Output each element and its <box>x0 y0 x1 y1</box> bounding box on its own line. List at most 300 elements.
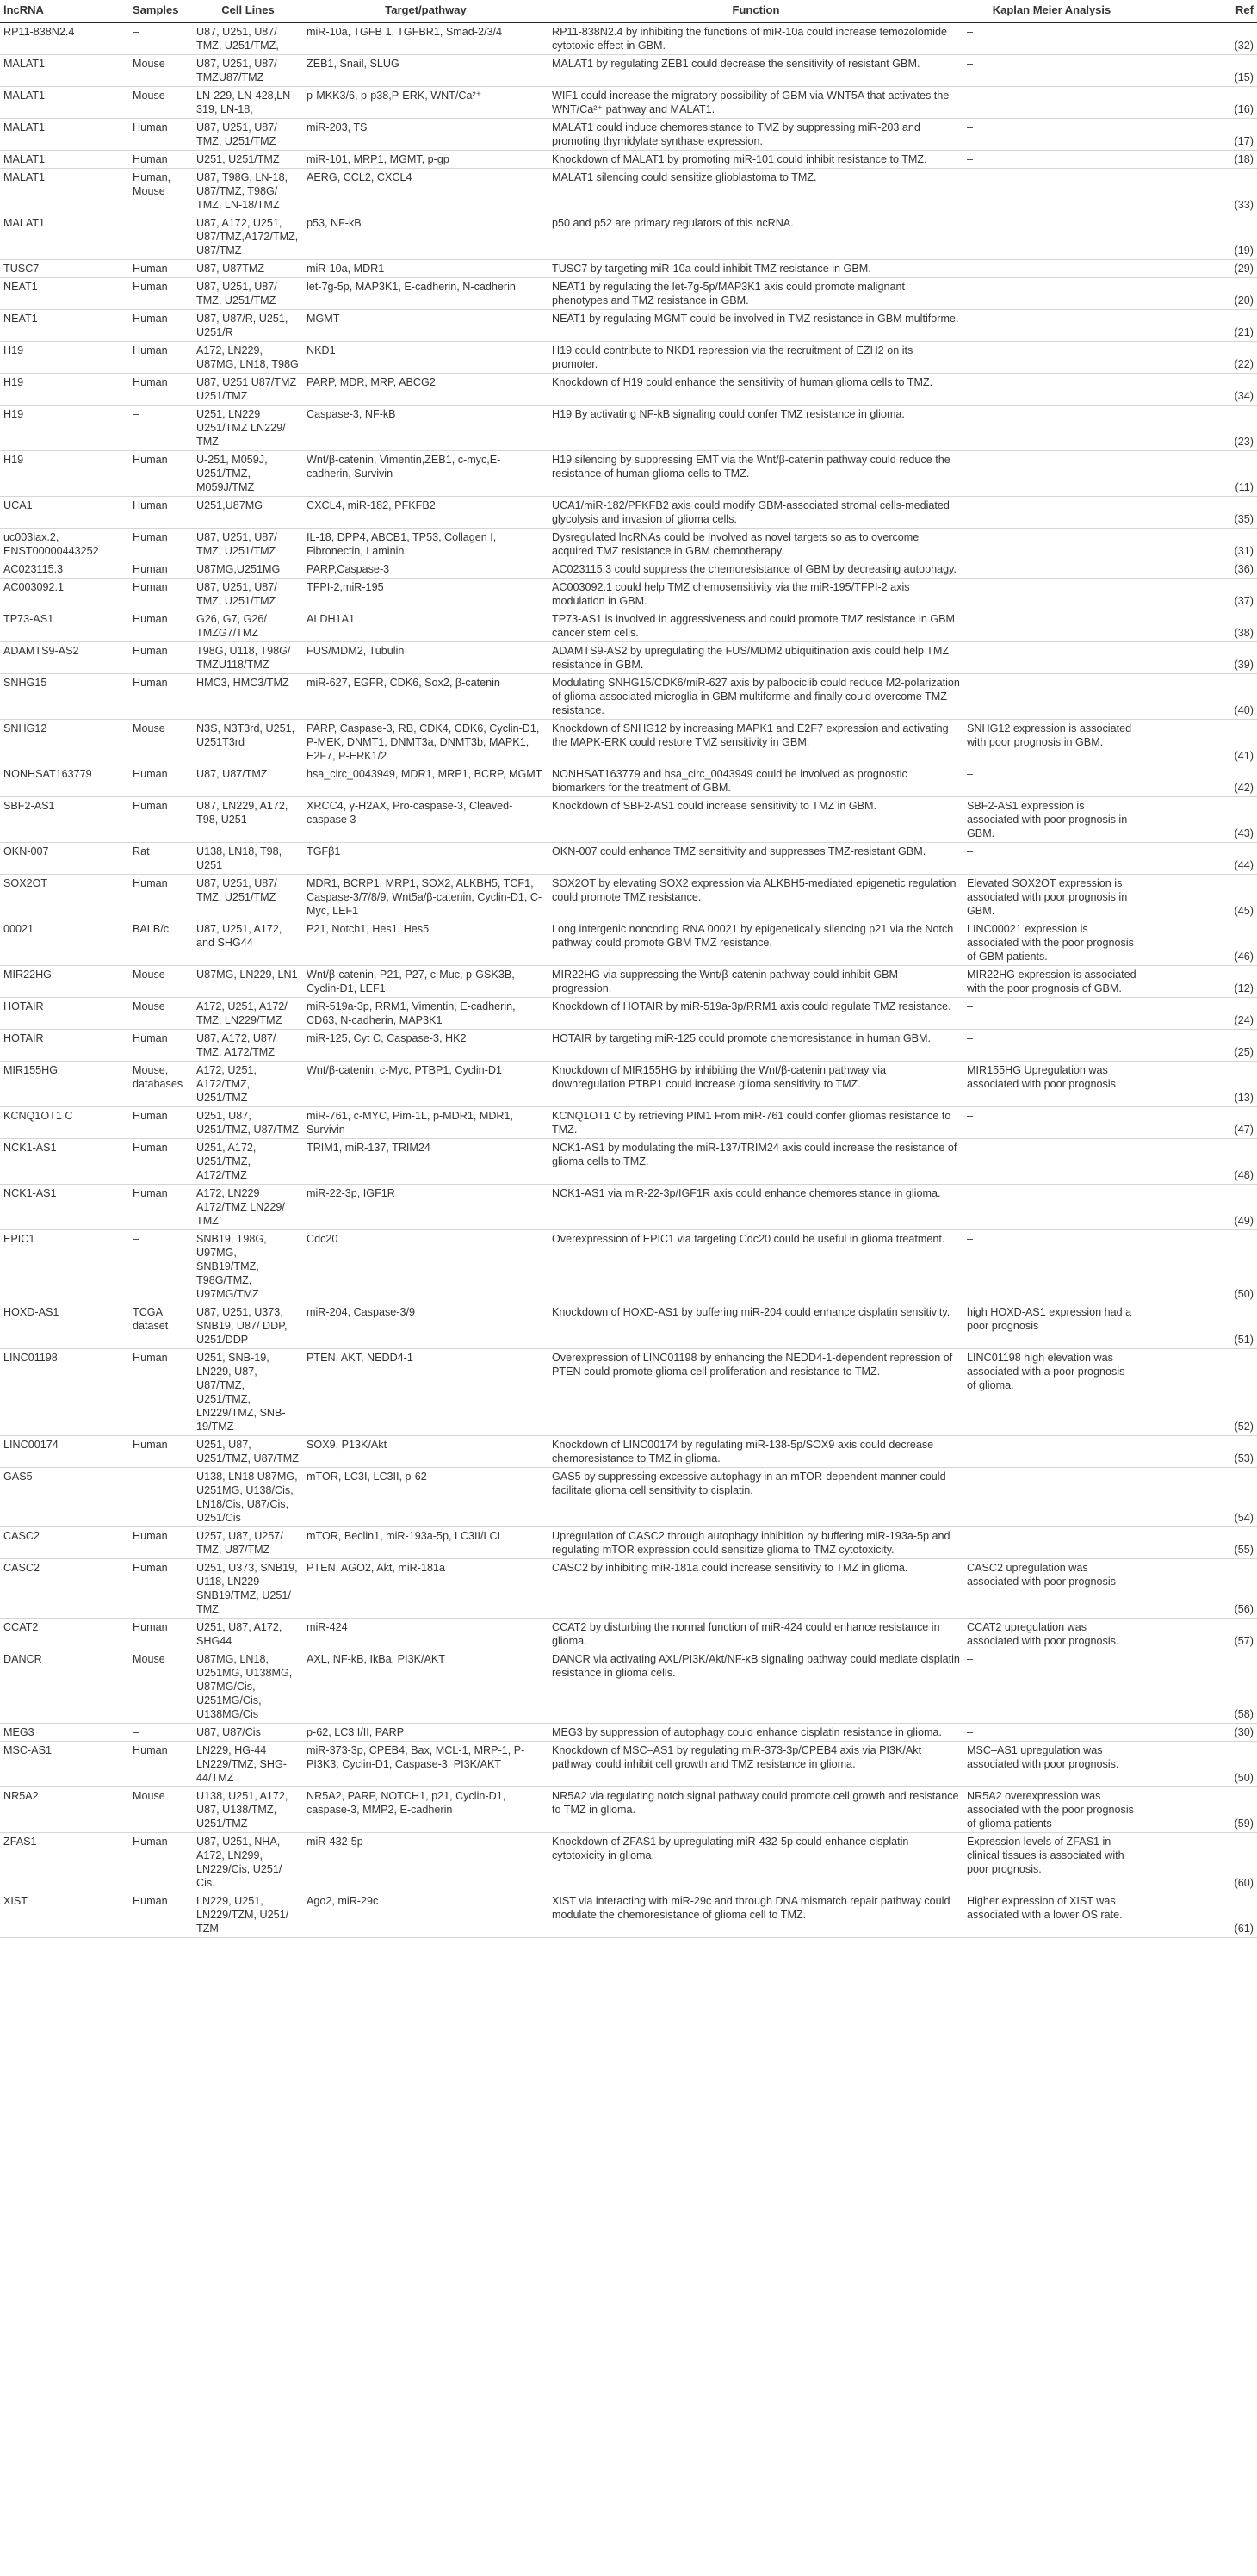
cell-ref: (13) <box>1140 1062 1257 1107</box>
cell-function: NONHSAT163779 and hsa_circ_0043949 could be involved as prognostic biomarkers for the treatment of GBM. <box>548 765 963 797</box>
cell-samples: – <box>129 23 193 55</box>
cell-km <box>963 1468 1140 1527</box>
table-row <box>0 1230 1257 1303</box>
cell-target: PTEN, AGO2, Akt, miR-181a <box>303 1559 548 1619</box>
cell-target: hsa_circ_0043949, MDR1, MRP1, BCRP, MGMT <box>303 765 548 797</box>
cell-km <box>963 529 1140 560</box>
cell-lines: A172, U251, A172/TMZ, U251/TMZ <box>193 1062 303 1107</box>
cell-km <box>963 1185 1140 1230</box>
cell-lncrna: MIR22HG <box>0 966 129 998</box>
cell-lines: U87, U87TMZ <box>193 260 303 278</box>
cell-ref: (44) <box>1140 843 1257 875</box>
cell-km: – <box>963 1230 1140 1303</box>
cell-samples: Mouse, databases <box>129 1062 193 1107</box>
cell-function: CASC2 by inhibiting miR-181a could increase sensitivity to TMZ in glioma. <box>548 1559 963 1619</box>
cell-samples: Human <box>129 1833 193 1892</box>
cell-lines: SNB19, T98G, U97MG, SNB19/TMZ, T98G/TMZ, U97MG/TMZ <box>193 1230 303 1303</box>
cell-samples: Rat <box>129 843 193 875</box>
cell-samples: Mouse <box>129 720 193 765</box>
cell-ref: (48) <box>1140 1139 1257 1185</box>
table-row <box>0 342 1257 374</box>
cell-lines: U87, U251, U87/ TMZ, U251/TMZ <box>193 119 303 151</box>
cell-km: NR5A2 overexpression was associated with the poor prognosis of glioma patients <box>963 1787 1140 1833</box>
cell-samples: Human <box>129 610 193 642</box>
cell-lncrna: ADAMTS9-AS2 <box>0 642 129 674</box>
cell-target: MDR1, BCRP1, MRP1, SOX2, ALKBH5, TCF1, Caspase-3/7/8/9, Wnt5a/β-catenin, Cyclin-D1, C-Myc, LEF1 <box>303 875 548 920</box>
cell-ref: (50) <box>1140 1742 1257 1787</box>
cell-lines: U87, U251, A172, and SHG44 <box>193 920 303 966</box>
cell-function: Knockdown of MALAT1 by promoting miR-101 could inhibit resistance to TMZ. <box>548 151 963 169</box>
cell-samples: Mouse <box>129 998 193 1030</box>
cell-km: CASC2 upregulation was associated with poor prognosis <box>963 1559 1140 1619</box>
cell-km: MIR155HG Upregulation was associated with poor prognosis <box>963 1062 1140 1107</box>
table-row <box>0 642 1257 674</box>
table-row <box>0 1139 1257 1185</box>
cell-target: P21, Notch1, Hes1, Hes5 <box>303 920 548 966</box>
cell-lines: U138, U251, A172, U87, U138/TMZ, U251/TMZ <box>193 1787 303 1833</box>
cell-target: TGFβ1 <box>303 843 548 875</box>
cell-function: H19 By activating NF-kB signaling could confer TMZ resistance in glioma. <box>548 406 963 451</box>
cell-km: – <box>963 151 1140 169</box>
cell-target: miR-204, Caspase-3/9 <box>303 1303 548 1349</box>
cell-ref: (12) <box>1140 966 1257 998</box>
cell-target: XRCC4, γ-H2AX, Pro-caspase-3, Cleaved-caspase 3 <box>303 797 548 843</box>
cell-km: – <box>963 55 1140 87</box>
cell-ref: (58) <box>1140 1650 1257 1724</box>
cell-samples: Human <box>129 642 193 674</box>
cell-target: SOX9, P13K/Akt <box>303 1436 548 1468</box>
table-row <box>0 579 1257 610</box>
cell-function: Long intergenic noncoding RNA 00021 by epigenetically silencing p21 via the Notch pathway could promote GBM TMZ resistance. <box>548 920 963 966</box>
cell-lncrna: MSC-AS1 <box>0 1742 129 1787</box>
cell-lines: U87, T98G, LN-18, U87/TMZ, T98G/ TMZ, LN-18/TMZ <box>193 169 303 214</box>
cell-target: FUS/MDM2, Tubulin <box>303 642 548 674</box>
cell-samples: Human <box>129 278 193 310</box>
cell-lines: N3S, N3T3rd, U251, U251T3rd <box>193 720 303 765</box>
cell-samples: Human <box>129 579 193 610</box>
cell-ref: (24) <box>1140 998 1257 1030</box>
cell-lncrna: TUSC7 <box>0 260 129 278</box>
cell-samples: Human <box>129 875 193 920</box>
cell-ref: (50) <box>1140 1230 1257 1303</box>
table-row <box>0 1468 1257 1527</box>
table-row <box>0 1787 1257 1833</box>
cell-target: let-7g-5p, MAP3K1, E-cadherin, N-cadherin <box>303 278 548 310</box>
cell-lncrna: MEG3 <box>0 1724 129 1742</box>
cell-lncrna: MALAT1 <box>0 87 129 119</box>
cell-samples: Human <box>129 374 193 406</box>
cell-target: Cdc20 <box>303 1230 548 1303</box>
table-row <box>0 260 1257 278</box>
table-row <box>0 278 1257 310</box>
cell-ref: (33) <box>1140 169 1257 214</box>
cell-samples: Human <box>129 674 193 720</box>
cell-lines: U87, U87/R, U251, U251/R <box>193 310 303 342</box>
cell-target: CXCL4, miR-182, PFKFB2 <box>303 497 548 529</box>
cell-ref: (39) <box>1140 642 1257 674</box>
cell-lncrna: MIR155HG <box>0 1062 129 1107</box>
cell-ref: (35) <box>1140 497 1257 529</box>
cell-lncrna: MALAT1 <box>0 151 129 169</box>
cell-function: Knockdown of HOXD-AS1 by buffering miR-204 could enhance cisplatin sensitivity. <box>548 1303 963 1349</box>
cell-km: – <box>963 87 1140 119</box>
cell-lncrna: H19 <box>0 406 129 451</box>
cell-km <box>963 342 1140 374</box>
cell-target: p-62, LC3 I/II, PARP <box>303 1724 548 1742</box>
cell-lncrna: SNHG12 <box>0 720 129 765</box>
cell-target: mTOR, Beclin1, miR-193a-5p, LC3II/LCI <box>303 1527 548 1559</box>
cell-function: NR5A2 via regulating notch signal pathway could promote cell growth and resistance to TMZ in glioma. <box>548 1787 963 1833</box>
table-row <box>0 1742 1257 1787</box>
cell-samples: Human, Mouse <box>129 169 193 214</box>
cell-target: p53, NF-kB <box>303 214 548 260</box>
table-row <box>0 998 1257 1030</box>
cell-lines: U87, A172, U251, U87/TMZ,A172/TMZ, U87/TMZ <box>193 214 303 260</box>
cell-lines: U251, LN229 U251/TMZ LN229/ TMZ <box>193 406 303 451</box>
cell-lncrna: ZFAS1 <box>0 1833 129 1892</box>
cell-km: LINC00021 expression is associated with the poor prognosis of GBM patients. <box>963 920 1140 966</box>
cell-lncrna: HOTAIR <box>0 1030 129 1062</box>
cell-ref: (42) <box>1140 765 1257 797</box>
cell-km <box>963 560 1140 579</box>
cell-lines: HMC3, HMC3/TMZ <box>193 674 303 720</box>
cell-ref: (55) <box>1140 1527 1257 1559</box>
cell-target: TRIM1, miR-137, TRIM24 <box>303 1139 548 1185</box>
table-row <box>0 1892 1257 1938</box>
cell-function: Knockdown of HOTAIR by miR-519a-3p/RRM1 axis could regulate TMZ resistance. <box>548 998 963 1030</box>
cell-km: MIR22HG expression is associated with the poor prognosis of GBM. <box>963 966 1140 998</box>
cell-lines: LN-229, LN-428,LN-319, LN-18, <box>193 87 303 119</box>
cell-function: UCA1/miR-182/PFKFB2 axis could modify GBM-associated stromal cells-mediated glycolysis and invasion of glioma cells. <box>548 497 963 529</box>
cell-function: AC003092.1 could help TMZ chemosensitivity via the miR-195/TFPI-2 axis modulation in GBM. <box>548 579 963 610</box>
cell-function: MALAT1 could induce chemoresistance to TMZ by suppressing miR-203 and promoting thymidylate synthase expression. <box>548 119 963 151</box>
cell-lncrna: NCK1-AS1 <box>0 1185 129 1230</box>
cell-ref: (22) <box>1140 342 1257 374</box>
cell-samples: Human <box>129 260 193 278</box>
cell-lines: U87MG, LN18, U251MG, U138MG, U87MG/Cis, U251MG/Cis, U138MG/Cis <box>193 1650 303 1724</box>
table-row <box>0 1185 1257 1230</box>
cell-ref: (37) <box>1140 579 1257 610</box>
table-row <box>0 1619 1257 1650</box>
cell-target: miR-519a-3p, RRM1, Vimentin, E-cadherin, CD63, N-cadherin, MAP3K1 <box>303 998 548 1030</box>
cell-samples: Human <box>129 119 193 151</box>
cell-function: Overexpression of LINC01198 by enhancing the NEDD4-1-dependent repression of PTEN could promote glioma cell proliferation and resistance to TMZ. <box>548 1349 963 1436</box>
cell-samples: Human <box>129 560 193 579</box>
cell-lncrna: UCA1 <box>0 497 129 529</box>
cell-function: MIR22HG via suppressing the Wnt/β-catenin pathway could inhibit GBM progression. <box>548 966 963 998</box>
cell-km: CCAT2 upregulation was associated with poor prognosis. <box>963 1619 1140 1650</box>
cell-ref: (47) <box>1140 1107 1257 1139</box>
cell-km <box>963 406 1140 451</box>
table-row <box>0 1349 1257 1436</box>
cell-lines: G26, G7, G26/ TMZG7/TMZ <box>193 610 303 642</box>
cell-function: WIF1 could increase the migratory possibility of GBM via WNT5A that activates the WNT/Ca²⁺ pathway and MALAT1. <box>548 87 963 119</box>
cell-lncrna: XIST <box>0 1892 129 1938</box>
cell-ref: (11) <box>1140 451 1257 497</box>
cell-function: MALAT1 by regulating ZEB1 could decrease the sensitivity of resistant GBM. <box>548 55 963 87</box>
cell-target: miR-627, EGFR, CDK6, Sox2, β-catenin <box>303 674 548 720</box>
cell-ref: (21) <box>1140 310 1257 342</box>
cell-function: NCK1-AS1 via miR-22-3p/IGF1R axis could enhance chemoresistance in glioma. <box>548 1185 963 1230</box>
header-row <box>0 0 1257 23</box>
cell-samples: TCGA dataset <box>129 1303 193 1349</box>
cell-ref: (60) <box>1140 1833 1257 1892</box>
cell-km: – <box>963 998 1140 1030</box>
cell-km <box>963 310 1140 342</box>
cell-function: Knockdown of MIR155HG by inhibiting the Wnt/β-catenin pathway via downregulation PTBP1 could increase glioma sensitivity to TMZ. <box>548 1062 963 1107</box>
cell-samples: Human <box>129 1030 193 1062</box>
cell-target: miR-203, TS <box>303 119 548 151</box>
table-row <box>0 797 1257 843</box>
cell-lines: U251, SNB-19, LN229, U87, U87/TMZ, U251/TMZ, LN229/TMZ, SNB-19/TMZ <box>193 1349 303 1436</box>
cell-samples: – <box>129 1724 193 1742</box>
cell-lines: A172, LN229 A172/TMZ LN229/ TMZ <box>193 1185 303 1230</box>
cell-ref: (53) <box>1140 1436 1257 1468</box>
cell-lncrna: KCNQ1OT1 C <box>0 1107 129 1139</box>
cell-km <box>963 169 1140 214</box>
cell-lines: U87, U251 U87/TMZ U251/TMZ <box>193 374 303 406</box>
cell-target: miR-22-3p, IGF1R <box>303 1185 548 1230</box>
cell-samples: Human <box>129 342 193 374</box>
cell-lines: U87, U251, U373, SNB19, U87/ DDP, U251/DDP <box>193 1303 303 1349</box>
cell-ref: (19) <box>1140 214 1257 260</box>
cell-km: – <box>963 119 1140 151</box>
cell-ref: (54) <box>1140 1468 1257 1527</box>
cell-function: Upregulation of CASC2 through autophagy inhibition by buffering miR-193a-5p and regulating mTOR expression could sensitize glioma to TMZ cytotoxicity. <box>548 1527 963 1559</box>
table-row <box>0 406 1257 451</box>
cell-km: – <box>963 23 1140 55</box>
cell-km <box>963 278 1140 310</box>
cell-lncrna: LINC00174 <box>0 1436 129 1468</box>
cell-ref: (51) <box>1140 1303 1257 1349</box>
cell-function: Knockdown of H19 could enhance the sensitivity of human glioma cells to TMZ. <box>548 374 963 406</box>
cell-lncrna: H19 <box>0 374 129 406</box>
table-row <box>0 1303 1257 1349</box>
cell-km <box>963 579 1140 610</box>
cell-target: IL-18, DPP4, ABCB1, TP53, Collagen I, Fibronectin, Laminin <box>303 529 548 560</box>
cell-lines: U87, U251, U87/ TMZU87/TMZ <box>193 55 303 87</box>
cell-samples: Human <box>129 1139 193 1185</box>
cell-samples: Mouse <box>129 1787 193 1833</box>
cell-target: NR5A2, PARP, NOTCH1, p21, Cyclin-D1, caspase-3, MMP2, E-cadherin <box>303 1787 548 1833</box>
cell-ref: (49) <box>1140 1185 1257 1230</box>
cell-km <box>963 451 1140 497</box>
cell-lines: U87, U251, U87/ TMZ, U251/TMZ <box>193 579 303 610</box>
cell-samples: Human <box>129 1892 193 1938</box>
table-row <box>0 1833 1257 1892</box>
cell-function: Overexpression of EPIC1 via targeting Cdc20 could be useful in glioma treatment. <box>548 1230 963 1303</box>
cell-target: miR-10a, MDR1 <box>303 260 548 278</box>
cell-function: Modulating SNHG15/CDK6/miR-627 axis by palbociclib could reduce M2-polarization of glioma-associated microglia in GBM multiforme and finally could overcome TMZ resistance. <box>548 674 963 720</box>
cell-samples: Human <box>129 797 193 843</box>
cell-km <box>963 214 1140 260</box>
cell-target: miR-373-3p, CPEB4, Bax, MCL-1, MRP-1, P-PI3K3, Cyclin-D1, Caspase-3, PI3K/AKT <box>303 1742 548 1787</box>
cell-target: PTEN, AKT, NEDD4-1 <box>303 1349 548 1436</box>
cell-km: Higher expression of XIST was associated with a lower OS rate. <box>963 1892 1140 1938</box>
cell-function: Knockdown of MSC–AS1 by regulating miR-373-3p/CPEB4 axis via PI3K/Akt pathway could inhibit cell growth and TMZ resistance in glioma. <box>548 1742 963 1787</box>
cell-ref: (56) <box>1140 1559 1257 1619</box>
cell-target: miR-432-5p <box>303 1833 548 1892</box>
cell-km: Elevated SOX2OT expression is associated with poor prognosis in GBM. <box>963 875 1140 920</box>
table-row <box>0 1062 1257 1107</box>
cell-lncrna: HOXD-AS1 <box>0 1303 129 1349</box>
cell-lines: U138, LN18 U87MG, U251MG, U138/Cis, LN18/Cis, U87/Cis, U251/Cis <box>193 1468 303 1527</box>
cell-ref: (40) <box>1140 674 1257 720</box>
cell-lncrna: AC003092.1 <box>0 579 129 610</box>
cell-target: miR-10a, TGFB 1, TGFBR1, Smad-2/3/4 <box>303 23 548 55</box>
cell-lncrna: H19 <box>0 342 129 374</box>
table-row <box>0 87 1257 119</box>
cell-lines: U87, U87/TMZ <box>193 765 303 797</box>
cell-function: OKN-007 could enhance TMZ sensitivity and suppresses TMZ-resistant GBM. <box>548 843 963 875</box>
table-row <box>0 966 1257 998</box>
cell-lines: U87, U87/Cis <box>193 1724 303 1742</box>
cell-target: Caspase-3, NF-kB <box>303 406 548 451</box>
cell-function: AC023115.3 could suppress the chemoresistance of GBM by decreasing autophagy. <box>548 560 963 579</box>
cell-lncrna: MALAT1 <box>0 214 129 260</box>
cell-lncrna: SNHG15 <box>0 674 129 720</box>
cell-samples: Mouse <box>129 87 193 119</box>
table-row <box>0 1436 1257 1468</box>
cell-target: miR-125, Cyt C, Caspase-3, HK2 <box>303 1030 548 1062</box>
cell-km <box>963 1527 1140 1559</box>
cell-target: MGMT <box>303 310 548 342</box>
cell-ref: (16) <box>1140 87 1257 119</box>
cell-lines: U251, A172, U251/TMZ, A172/TMZ <box>193 1139 303 1185</box>
cell-target: Ago2, miR-29c <box>303 1892 548 1938</box>
cell-function: GAS5 by suppressing excessive autophagy in an mTOR-dependent manner could facilitate glioma cell sensitivity to cisplatin. <box>548 1468 963 1527</box>
cell-samples: Human <box>129 1742 193 1787</box>
table-row <box>0 720 1257 765</box>
cell-lines: U87, LN229, A172, T98, U251 <box>193 797 303 843</box>
table-row <box>0 560 1257 579</box>
table-row <box>0 23 1257 55</box>
table-row <box>0 920 1257 966</box>
cell-lines: A172, U251, A172/ TMZ, LN229/TMZ <box>193 998 303 1030</box>
cell-lines: A172, LN229, U87MG, LN18, T98G <box>193 342 303 374</box>
cell-samples: – <box>129 406 193 451</box>
cell-target: AERG, CCL2, CXCL4 <box>303 169 548 214</box>
cell-lines: U87MG,U251MG <box>193 560 303 579</box>
cell-samples: Human <box>129 151 193 169</box>
cell-samples: – <box>129 1230 193 1303</box>
cell-ref: (20) <box>1140 278 1257 310</box>
table-row <box>0 451 1257 497</box>
cell-km: – <box>963 1724 1140 1742</box>
cell-ref: (38) <box>1140 610 1257 642</box>
table-row <box>0 169 1257 214</box>
cell-samples: Human <box>129 1185 193 1230</box>
table-row <box>0 1724 1257 1742</box>
cell-km <box>963 1139 1140 1185</box>
cell-lncrna: MALAT1 <box>0 169 129 214</box>
cell-lines: U251, U87, U251/TMZ, U87/TMZ <box>193 1436 303 1468</box>
cell-ref: (18) <box>1140 151 1257 169</box>
cell-samples: Human <box>129 1527 193 1559</box>
cell-function: Knockdown of LINC00174 by regulating miR-138-5p/SOX9 axis could decrease chemoresistance to TMZ in glioma. <box>548 1436 963 1468</box>
cell-function: NCK1-AS1 by modulating the miR-137/TRIM24 axis could increase the resistance of glioma cells to TMZ. <box>548 1139 963 1185</box>
table-row <box>0 310 1257 342</box>
cell-lines: U-251, M059J, U251/TMZ, M059J/TMZ <box>193 451 303 497</box>
cell-samples: – <box>129 1468 193 1527</box>
cell-ref: (25) <box>1140 1030 1257 1062</box>
cell-km <box>963 674 1140 720</box>
cell-function: H19 could contribute to NKD1 repression via the recruitment of EZH2 on its promoter. <box>548 342 963 374</box>
cell-samples: Mouse <box>129 966 193 998</box>
cell-samples: Human <box>129 765 193 797</box>
cell-km: LINC01198 high elevation was associated with a poor prognosis of glioma. <box>963 1349 1140 1436</box>
cell-lines: T98G, U118, T98G/ TMZU118/TMZ <box>193 642 303 674</box>
table-row <box>0 1559 1257 1619</box>
cell-lncrna: SBF2-AS1 <box>0 797 129 843</box>
cell-km <box>963 374 1140 406</box>
cell-km: high HOXD-AS1 expression had a poor prognosis <box>963 1303 1140 1349</box>
cell-lncrna: uc003iax.2, ENST00000443252 <box>0 529 129 560</box>
cell-ref: (52) <box>1140 1349 1257 1436</box>
cell-km <box>963 1436 1140 1468</box>
cell-target: Wnt/β-catenin, Vimentin,ZEB1, c-myc,E-cadherin, Survivin <box>303 451 548 497</box>
cell-function: DANCR via activating AXL/PI3K/Akt/NF-κB signaling pathway could mediate cisplatin resistance in glioma cells. <box>548 1650 963 1724</box>
cell-lines: U251, U87, A172, SHG44 <box>193 1619 303 1650</box>
cell-ref: (45) <box>1140 875 1257 920</box>
cell-function: XIST via interacting with miR-29c and through DNA mismatch repair pathway could modulate the chemoresistance of glioma cell to TMZ. <box>548 1892 963 1938</box>
table-row <box>0 1030 1257 1062</box>
cell-function: MALAT1 silencing could sensitize glioblastoma to TMZ. <box>548 169 963 214</box>
cell-ref: (57) <box>1140 1619 1257 1650</box>
cell-samples: Human <box>129 310 193 342</box>
cell-function: TP73-AS1 is involved in aggressiveness and could promote TMZ resistance in GBM cancer stem cells. <box>548 610 963 642</box>
table-row <box>0 214 1257 260</box>
cell-lncrna: NCK1-AS1 <box>0 1139 129 1185</box>
cell-km <box>963 642 1140 674</box>
cell-ref: (36) <box>1140 560 1257 579</box>
cell-lines: U87, U251, U87/ TMZ, U251/TMZ, <box>193 23 303 55</box>
table-row <box>0 1650 1257 1724</box>
cell-target: TFPI-2,miR-195 <box>303 579 548 610</box>
cell-function: CCAT2 by disturbing the normal function of miR-424 could enhance resistance in glioma. <box>548 1619 963 1650</box>
table-row <box>0 529 1257 560</box>
cell-function: ADAMTS9-AS2 by upregulating the FUS/MDM2 ubiquitination axis could help TMZ resistance in GBM. <box>548 642 963 674</box>
cell-lncrna: MALAT1 <box>0 119 129 151</box>
cell-function: SOX2OT by elevating SOX2 expression via ALKBH5-mediated epigenetic regulation could promote TMZ resistance. <box>548 875 963 920</box>
cell-km: – <box>963 1107 1140 1139</box>
cell-lncrna: GAS5 <box>0 1468 129 1527</box>
cell-function: HOTAIR by targeting miR-125 could promote chemoresistance in human GBM. <box>548 1030 963 1062</box>
cell-function: MEG3 by suppression of autophagy could enhance cisplatin resistance in glioma. <box>548 1724 963 1742</box>
cell-lncrna: NEAT1 <box>0 278 129 310</box>
cell-target: miR-424 <box>303 1619 548 1650</box>
cell-samples: Mouse <box>129 55 193 87</box>
cell-target: NKD1 <box>303 342 548 374</box>
cell-km: – <box>963 1030 1140 1062</box>
cell-target: miR-101, MRP1, MGMT, p-gp <box>303 151 548 169</box>
cell-samples: Human <box>129 1559 193 1619</box>
table-row <box>0 119 1257 151</box>
table-row <box>0 55 1257 87</box>
cell-ref: (34) <box>1140 374 1257 406</box>
cell-function: Knockdown of ZFAS1 by upregulating miR-432-5p could enhance cisplatin cytotoxicity in glioma. <box>548 1833 963 1892</box>
cell-ref: (23) <box>1140 406 1257 451</box>
cell-function: p50 and p52 are primary regulators of this ncRNA. <box>548 214 963 260</box>
cell-lncrna: MALAT1 <box>0 55 129 87</box>
cell-ref: (59) <box>1140 1787 1257 1833</box>
cell-function: Knockdown of SBF2-AS1 could increase sensitivity to TMZ in GBM. <box>548 797 963 843</box>
cell-lines: U251,U87MG <box>193 497 303 529</box>
cell-ref: (43) <box>1140 797 1257 843</box>
cell-lncrna: OKN-007 <box>0 843 129 875</box>
cell-km <box>963 260 1140 278</box>
cell-target: Wnt/β-catenin, P21, P27, c-Muc, p-GSK3B, Cyclin-D1, LEF1 <box>303 966 548 998</box>
